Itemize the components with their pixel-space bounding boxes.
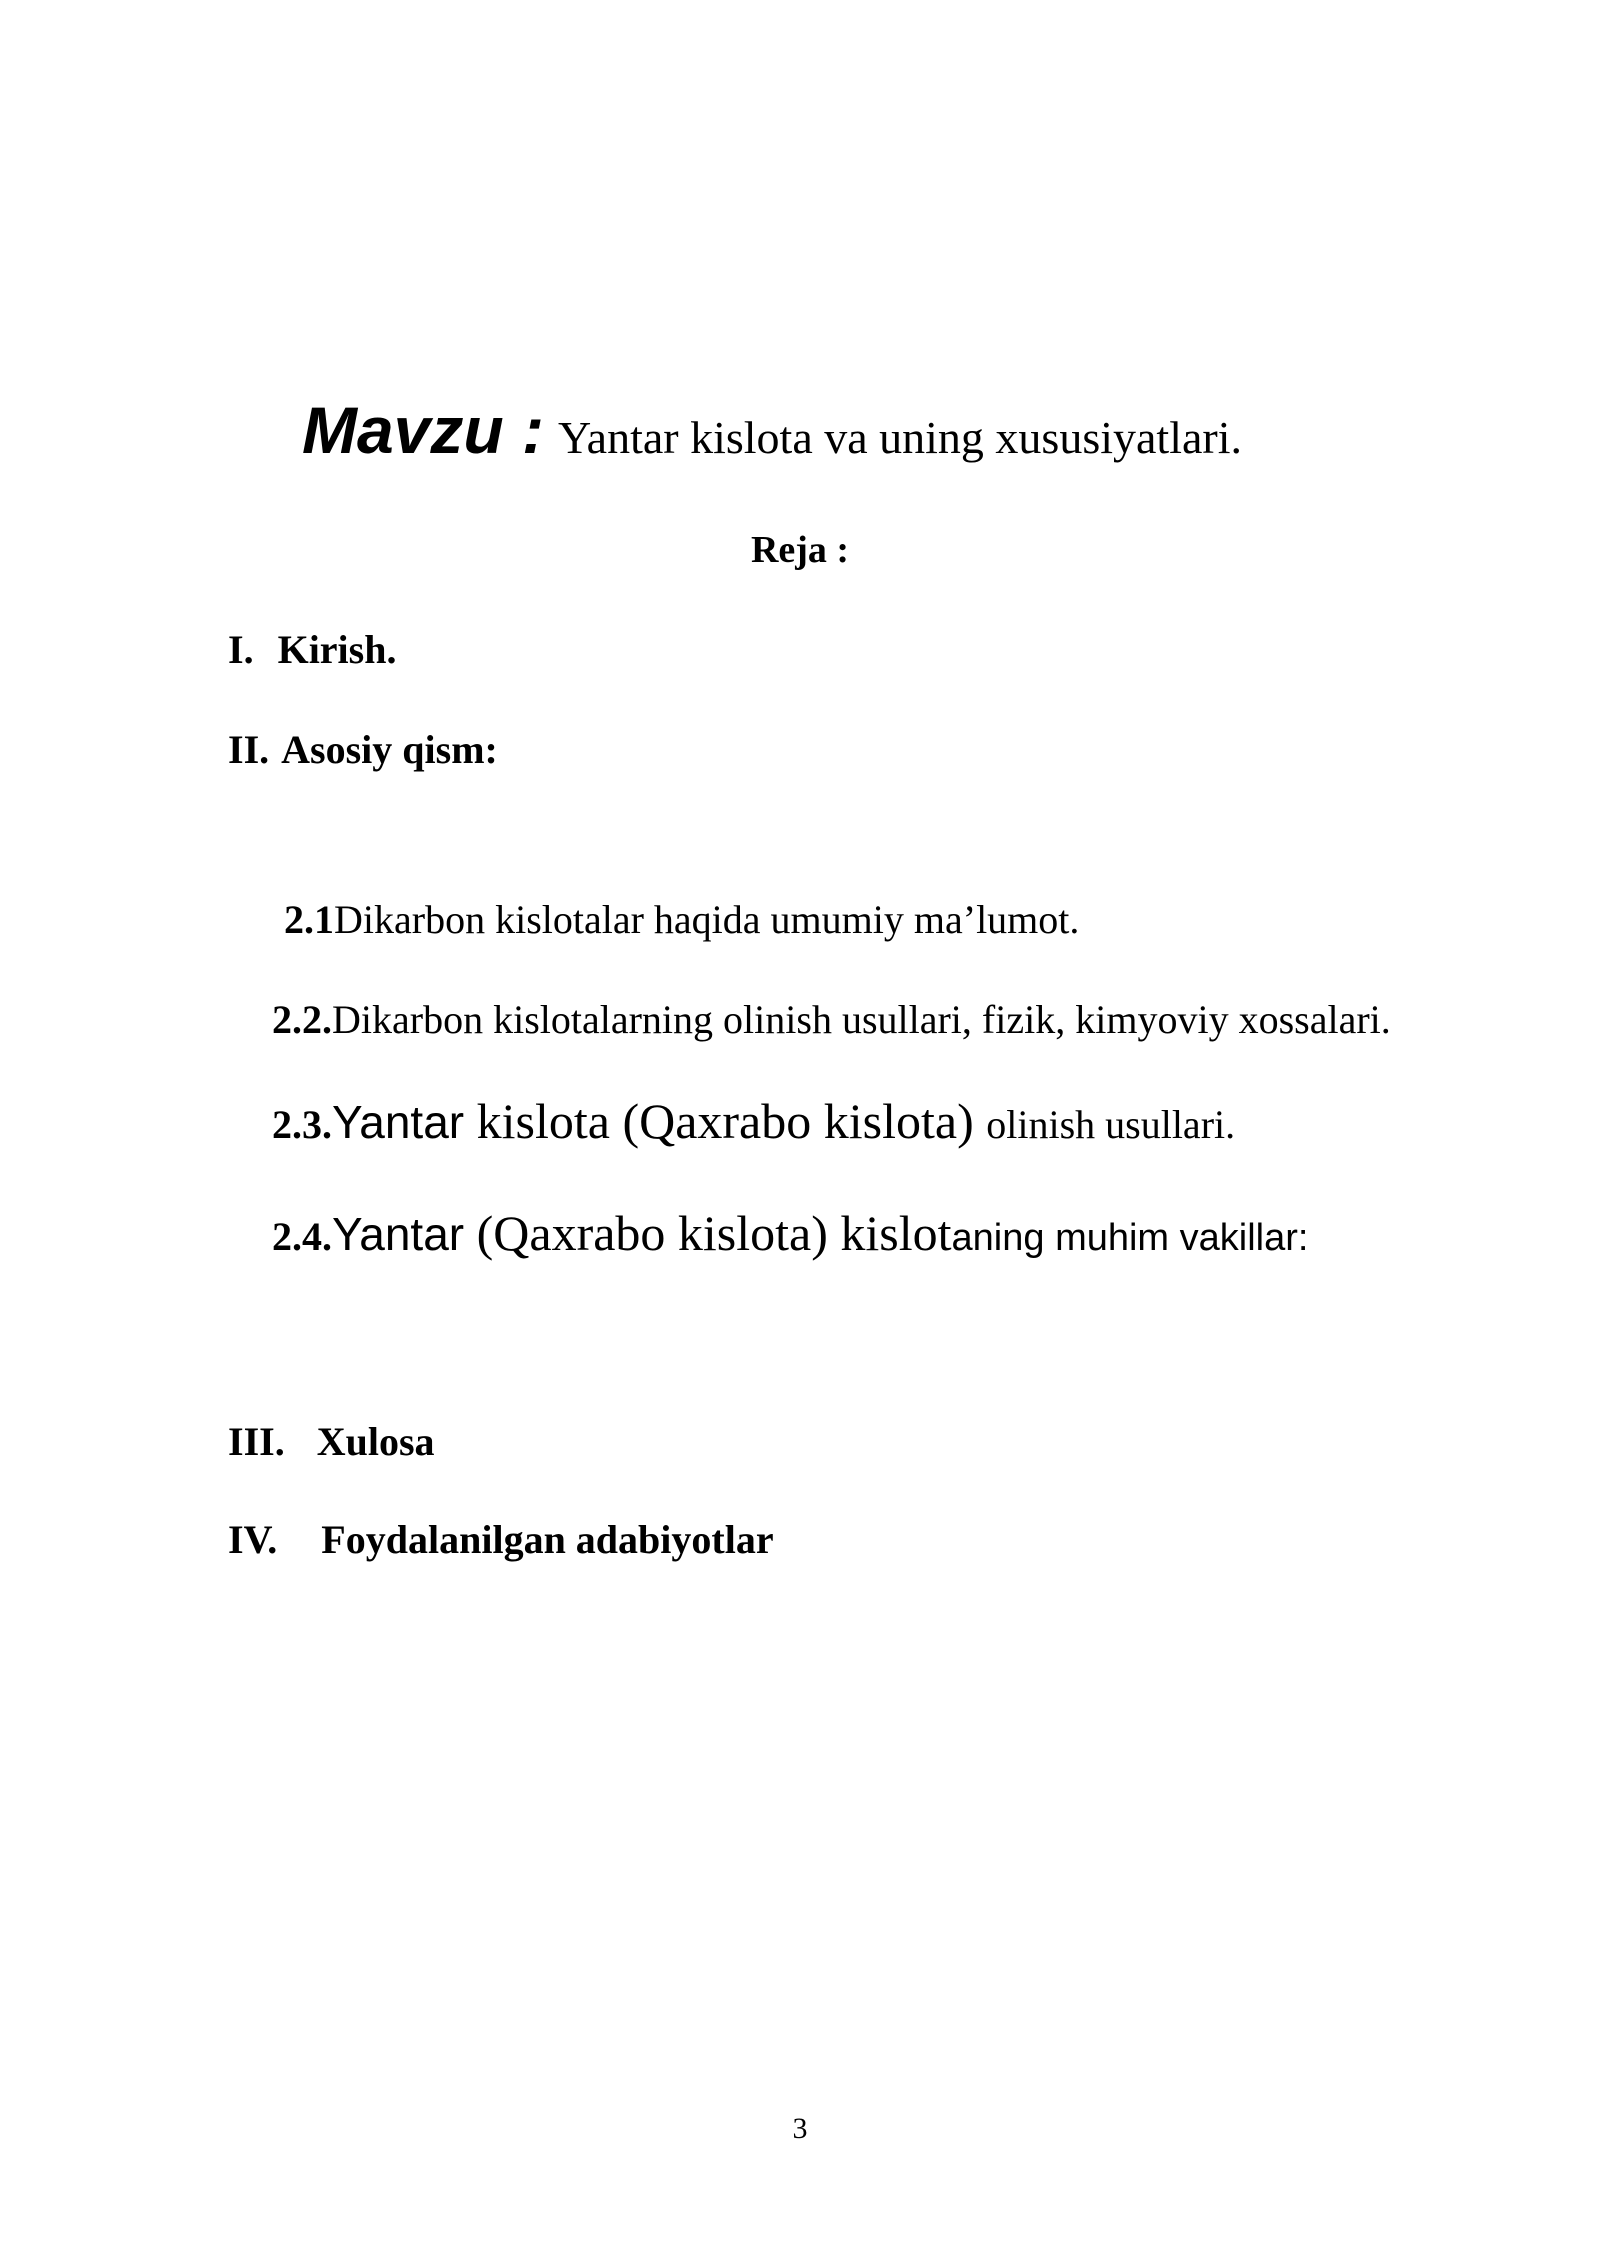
subsection-text-part: kislota (Qaxrabo kislota): [464, 1093, 987, 1149]
subsection-text-part: olinish usullari.: [986, 1102, 1236, 1147]
section-label: Kirish.: [277, 627, 397, 672]
subsection-number: 2.1: [284, 897, 334, 942]
section-asosiy-qism: [228, 726, 498, 773]
subsection-text-part: aning muhim vakillar:: [951, 1217, 1309, 1259]
section-number: I.: [228, 627, 254, 672]
topic-label: Mavzu :: [302, 393, 545, 467]
subsection-2-2: [272, 996, 1391, 1043]
section-foydalanilgan-adabiyotlar: [228, 1516, 774, 1563]
subsection-number: 2.2.: [272, 997, 332, 1042]
subsection-text-part: Yantar: [332, 1096, 465, 1148]
subsection-number: 2.3.: [272, 1102, 332, 1147]
section-label: Xulosa: [316, 1419, 435, 1464]
subsection-text-part: (Qaxrabo kislota) kislot: [464, 1205, 952, 1261]
subsection-text: Dikarbon kislotalarning olinish usullari, fizik, kimyoviy xossalari.: [332, 997, 1391, 1042]
subsection-text: Dikarbon kislotalar haqida umumiy ma’lumot.: [334, 897, 1080, 942]
section-label: Asosiy qism:: [281, 727, 498, 772]
subsection-2-3: [272, 1092, 1235, 1150]
subsection-2-1: [284, 896, 1079, 943]
plan-heading: Reja :: [750, 529, 850, 571]
section-number: III.: [228, 1419, 285, 1464]
section-number: II.: [228, 727, 270, 772]
subsection-number: 2.4.: [272, 1214, 332, 1259]
subsection-text-part: Yantar: [332, 1208, 465, 1260]
section-kirish: [228, 626, 396, 673]
topic-text: Yantar kislota va uning xususiyatlari.: [558, 412, 1243, 463]
section-xulosa: [228, 1418, 435, 1465]
section-label: Foydalanilgan adabiyotlar: [321, 1517, 774, 1562]
topic-title: [302, 392, 1242, 468]
section-number: IV.: [228, 1517, 278, 1562]
subsection-2-4: [272, 1204, 1308, 1262]
page-number: 3: [792, 2112, 808, 2145]
